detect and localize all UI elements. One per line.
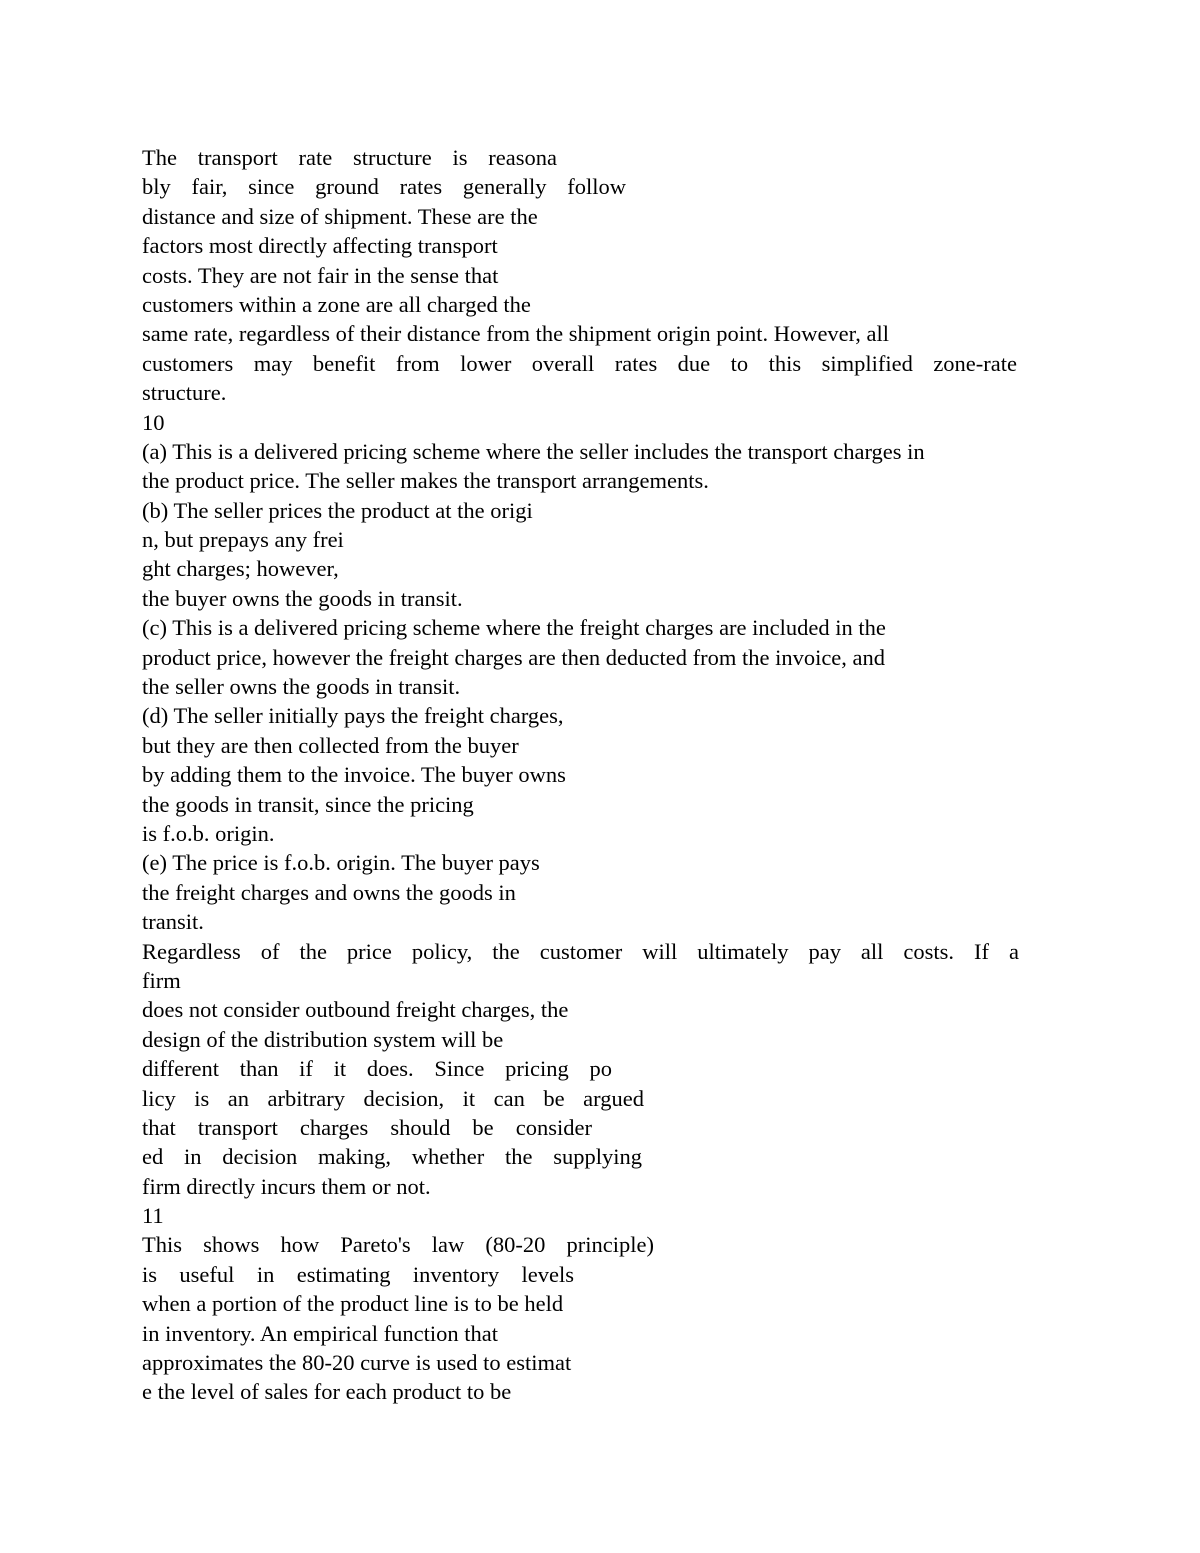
text-line: the freight charges and owns the goods in	[142, 879, 516, 905]
text-line: firm directly incurs them or not.	[142, 1173, 431, 1199]
text-line: n, but prepays any frei	[142, 527, 344, 553]
text-line: that transport charges should be consider	[142, 1114, 592, 1140]
text-line: e the level of sales for each product to be	[142, 1379, 512, 1405]
text-line: the goods in transit, since the pricing	[142, 791, 474, 817]
text-line: transit.	[142, 909, 204, 935]
text-line: distance and size of shipment. These are the	[142, 203, 538, 229]
document-body	[142, 143, 1042, 1407]
text-line: costs. They are not fair in the sense that	[142, 262, 499, 288]
text-line: same rate, regardless of their distance from the shipment origin point. However, all	[142, 321, 889, 347]
text-line: design of the distribution system will be	[142, 1026, 504, 1052]
text-line: (e) The price is f.o.b. origin. The buyer pays	[142, 850, 540, 876]
text-line: different than if it does. Since pricing po	[142, 1056, 612, 1082]
text-line: The transport rate structure is reasona	[142, 145, 557, 170]
text-line: the seller owns the goods in transit.	[142, 674, 461, 700]
text-line: firm	[142, 967, 181, 993]
text-line: but they are then collected from the buyer	[142, 732, 519, 758]
text-line: factors most directly affecting transport	[142, 233, 498, 259]
text-line: is f.o.b. origin.	[142, 820, 275, 846]
text-line: Regardless of the price policy, the customer will ultimately pay all costs. If a	[142, 938, 1019, 964]
text-line: product price, however the freight charges are then deducted from the invoice, and	[142, 644, 886, 670]
text-line: (c) This is a delivered pricing scheme where the freight charges are included in the	[142, 615, 886, 641]
text-line: ed in decision making, whether the supplying	[142, 1144, 642, 1170]
text-line: in inventory. An empirical function that	[142, 1320, 498, 1346]
text-line: ght charges; however,	[142, 556, 339, 582]
text-line: customers may benefit from lower overall rates due to this simplified zone-rate	[142, 350, 1017, 376]
text-line: does not consider outbound freight charges, the	[142, 997, 569, 1023]
text-line: (b) The seller prices the product at the origi	[142, 497, 533, 523]
text-line: 11	[142, 1203, 164, 1229]
text-line: is useful in estimating inventory levels	[142, 1261, 574, 1287]
text-line: 10	[142, 409, 165, 435]
text-line: bly fair, since ground rates generally follow	[142, 174, 626, 200]
text-line: (a) This is a delivered pricing scheme where the seller includes the transport charges in	[142, 438, 925, 464]
text-line: structure.	[142, 380, 227, 406]
text-line: approximates the 80-20 curve is used to estimat	[142, 1350, 572, 1376]
text-line: licy is an arbitrary decision, it can be argued	[142, 1085, 644, 1111]
text-line: when a portion of the product line is to be held	[142, 1291, 564, 1317]
text-line: the buyer owns the goods in transit.	[142, 585, 463, 611]
text-line: the product price. The seller makes the transport arrangements.	[142, 468, 709, 494]
text-line: customers within a zone are all charged the	[142, 291, 531, 317]
text-line: This shows how Pareto's law (80-20 principle)	[142, 1232, 654, 1258]
text-line: (d) The seller initially pays the freight charges,	[142, 703, 564, 729]
text-line: by adding them to the invoice. The buyer owns	[142, 762, 566, 788]
